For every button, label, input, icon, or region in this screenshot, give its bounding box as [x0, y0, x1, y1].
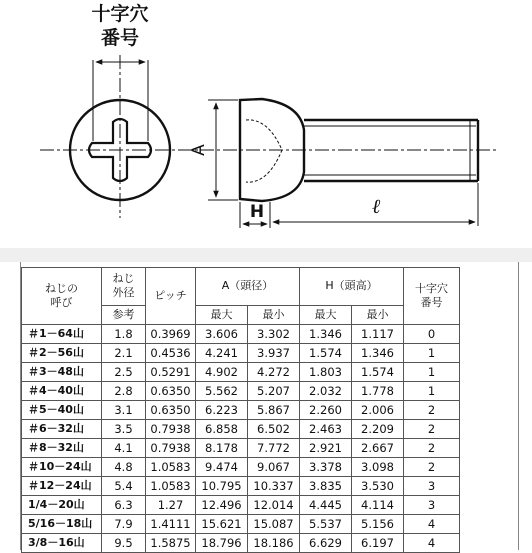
outer-diameter-cell: 7.9	[102, 515, 146, 534]
head-height-min-cell: 1.778	[352, 382, 404, 401]
cross-recess-number-cell: 2	[404, 439, 460, 458]
head-diameter-min-cell: 10.337	[248, 477, 300, 496]
head-height-max-cell: 2.921	[300, 439, 352, 458]
cross-recess-number-cell: 1	[404, 363, 460, 382]
head-diameter-max-cell: 15.621	[196, 515, 248, 534]
head-diameter-max-cell: 3.606	[196, 325, 248, 344]
table-row	[22, 382, 460, 401]
pitch-cell: 0.5291	[146, 363, 196, 382]
head-diameter-min-cell: 7.772	[248, 439, 300, 458]
outer-diameter-cell: 9.5	[102, 534, 146, 553]
outer-diameter-cell: 3.5	[102, 420, 146, 439]
head-height-max-cell: 3.835	[300, 477, 352, 496]
cross-recess-number-cell: 0	[404, 325, 460, 344]
cross-recess-number-cell: 3	[404, 477, 460, 496]
head-height-min-cell: 1.574	[352, 363, 404, 382]
head-diameter-min-cell: 9.067	[248, 458, 300, 477]
head-height-max-cell: 2.032	[300, 382, 352, 401]
table-row	[22, 515, 460, 534]
od-header-line-2: 外径	[112, 286, 135, 300]
table-row	[22, 344, 460, 363]
pitch-cell: 0.6350	[146, 401, 196, 420]
size-cell: ＃12－24山	[22, 477, 102, 496]
head-diameter-max-cell: 4.241	[196, 344, 248, 363]
head-height-max-cell: 5.537	[300, 515, 352, 534]
head-diameter-header: A（頭径）	[196, 268, 300, 306]
head-diameter-max-cell: 6.223	[196, 401, 248, 420]
pitch-cell: 0.7938	[146, 420, 196, 439]
cross-recess-number-cell: 3	[404, 496, 460, 515]
outer-diameter-cell: 5.4	[102, 477, 146, 496]
pitch-cell: 0.4536	[146, 344, 196, 363]
head-height-max-cell: 4.445	[300, 496, 352, 515]
outer-diameter-cell: 2.8	[102, 382, 146, 401]
dimension-h-label: H	[249, 202, 265, 222]
cross-recess-number-cell: 4	[404, 515, 460, 534]
head-height-min-cell: 3.530	[352, 477, 404, 496]
head-height-min-cell: 1.346	[352, 344, 404, 363]
od-header-line-1: ねじ	[112, 272, 135, 286]
pitch-cell: 1.5875	[146, 534, 196, 553]
screw-drawing	[0, 0, 532, 262]
outer-diameter-cell: 6.3	[102, 496, 146, 515]
table-row	[22, 401, 460, 420]
size-cell: 5/16－18山	[22, 515, 102, 534]
head-diameter-min-cell: 12.014	[248, 496, 300, 515]
head-diameter-min-cell: 18.186	[248, 534, 300, 553]
a-max-header: 最大	[196, 305, 248, 324]
size-cell: ＃8－32山	[22, 439, 102, 458]
head-top-view	[40, 55, 200, 218]
dimension-l-label: ℓ	[371, 194, 381, 218]
section-divider	[0, 248, 532, 262]
outer-diameter-cell: 2.5	[102, 363, 146, 382]
head-height-min-cell: 5.156	[352, 515, 404, 534]
size-cell: ＃1－64山	[22, 325, 102, 344]
head-height-header: H（頭高）	[300, 268, 404, 306]
head-diameter-max-cell: 4.902	[196, 363, 248, 382]
dimension-a-label: A	[189, 144, 209, 156]
outer-diameter-cell: 2.1	[102, 344, 146, 363]
head-height-max-cell: 2.463	[300, 420, 352, 439]
outer-diameter-cell: 4.1	[102, 439, 146, 458]
header-row-1	[22, 268, 460, 306]
cross-header-line-1: 十字穴	[415, 282, 448, 295]
pitch-cell: 1.27	[146, 496, 196, 515]
head-diameter-min-cell: 4.272	[248, 363, 300, 382]
size-cell: 3/8－16山	[22, 534, 102, 553]
a-min-header: 最小	[248, 305, 300, 324]
pitch-cell: 0.3969	[146, 325, 196, 344]
head-height-max-cell: 6.629	[300, 534, 352, 553]
pitch-cell: 1.0583	[146, 458, 196, 477]
h-min-header: 最小	[352, 305, 404, 324]
screw-spec-table	[21, 267, 460, 553]
cross-header-line-2: 番号	[420, 296, 443, 309]
head-height-min-cell: 2.667	[352, 439, 404, 458]
size-cell: ＃10－24山	[22, 458, 102, 477]
size-cell: ＃2－56山	[22, 344, 102, 363]
head-diameter-min-cell: 6.502	[248, 420, 300, 439]
cross-recess-number-cell: 4	[404, 534, 460, 553]
head-height-min-cell: 1.117	[352, 325, 404, 344]
size-cell: 1/4－20山	[22, 496, 102, 515]
table-row	[22, 496, 460, 515]
head-height-min-cell: 4.114	[352, 496, 404, 515]
size-cell: ＃3－48山	[22, 363, 102, 382]
table-row	[22, 439, 460, 458]
outer-diameter-cell: 4.8	[102, 458, 146, 477]
head-height-min-cell: 2.006	[352, 401, 404, 420]
cross-recess-number-cell: 2	[404, 458, 460, 477]
h-max-header: 最大	[300, 305, 352, 324]
head-height-min-cell: 2.209	[352, 420, 404, 439]
cross-recess-number-cell: 1	[404, 344, 460, 363]
head-diameter-min-cell: 3.937	[248, 344, 300, 363]
table-row	[22, 477, 460, 496]
head-diameter-max-cell: 12.496	[196, 496, 248, 515]
head-diameter-min-cell: 5.207	[248, 382, 300, 401]
table-row	[22, 363, 460, 382]
head-height-max-cell: 1.346	[300, 325, 352, 344]
outer-diameter-cell: 3.1	[102, 401, 146, 420]
spec-table-body	[22, 325, 460, 553]
table-row	[22, 458, 460, 477]
pitch-header: ピッチ	[146, 268, 196, 325]
head-diameter-min-cell: 5.867	[248, 401, 300, 420]
head-diameter-max-cell: 5.562	[196, 382, 248, 401]
pitch-cell: 1.4111	[146, 515, 196, 534]
head-height-max-cell: 1.574	[300, 344, 352, 363]
head-diameter-max-cell: 10.795	[196, 477, 248, 496]
head-diameter-max-cell: 6.858	[196, 420, 248, 439]
caption-line-1: 十字穴	[91, 3, 149, 25]
size-cell: ＃5－40山	[22, 401, 102, 420]
cross-recess-number-cell: 1	[404, 382, 460, 401]
pitch-cell: 0.7938	[146, 439, 196, 458]
head-height-min-cell: 6.197	[352, 534, 404, 553]
table-row	[22, 325, 460, 344]
head-diameter-max-cell: 18.796	[196, 534, 248, 553]
od-reference-header: 参考	[102, 305, 146, 324]
right-page-edge	[518, 262, 519, 550]
size-cell: ＃4－40山	[22, 382, 102, 401]
od-header	[102, 268, 146, 306]
pitch-cell: 1.0583	[146, 477, 196, 496]
outer-diameter-cell: 1.8	[102, 325, 146, 344]
caption-line-2: 番号	[100, 27, 139, 49]
head-height-max-cell: 1.803	[300, 363, 352, 382]
head-height-min-cell: 3.098	[352, 458, 404, 477]
size-header	[22, 268, 102, 325]
cross-recess-number-cell: 2	[404, 420, 460, 439]
screw-side-view	[200, 99, 498, 228]
size-header-line-2: 呼び	[50, 296, 73, 309]
size-header-line-1: ねじの	[45, 282, 78, 295]
head-diameter-min-cell: 15.087	[248, 515, 300, 534]
head-diameter-max-cell: 9.474	[196, 458, 248, 477]
head-diameter-min-cell: 3.302	[248, 325, 300, 344]
pitch-cell: 0.6350	[146, 382, 196, 401]
table-row	[22, 420, 460, 439]
cross-recess-header	[404, 268, 460, 325]
cross-recess-number-cell: 2	[404, 401, 460, 420]
head-height-max-cell: 2.260	[300, 401, 352, 420]
size-cell: ＃6－32山	[22, 420, 102, 439]
head-diameter-max-cell: 8.178	[196, 439, 248, 458]
head-height-max-cell: 3.378	[300, 458, 352, 477]
